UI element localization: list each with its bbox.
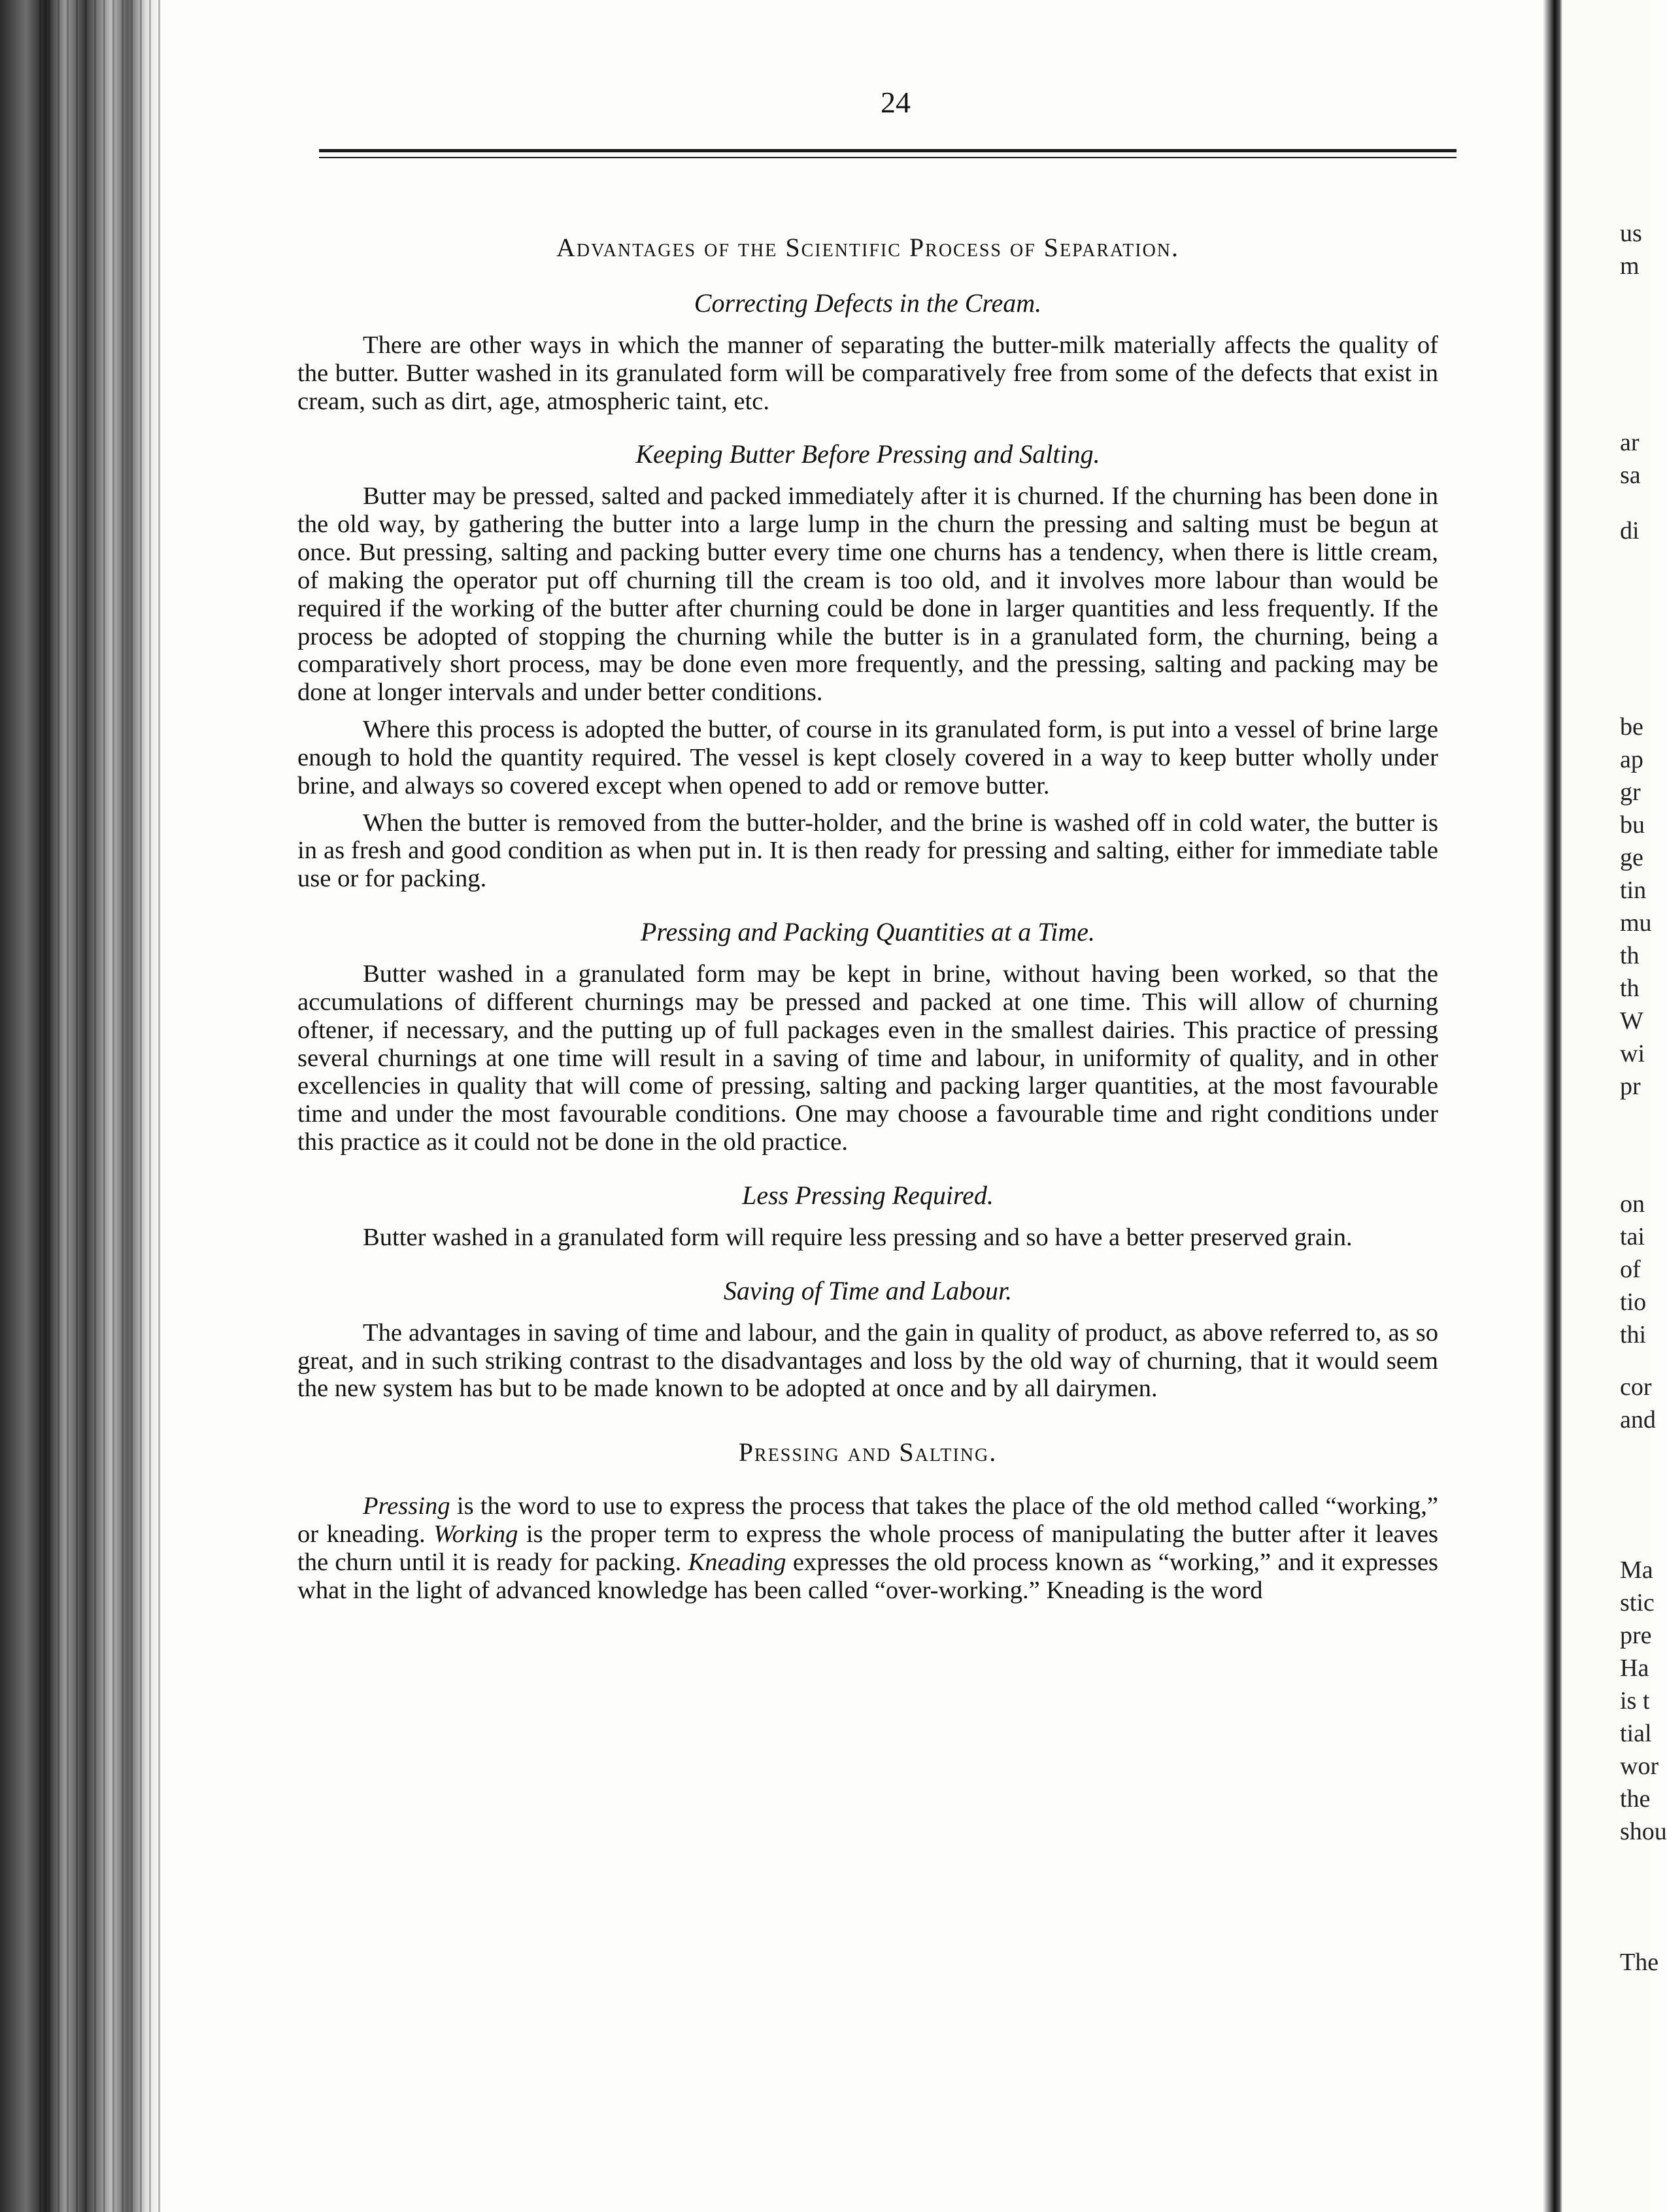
facing-page [1562,0,1650,2212]
facing-page-fragment: be [1620,713,1643,741]
facing-page-fragment: tio [1620,1288,1647,1316]
facing-page-fragment: shou [1620,1818,1667,1845]
paragraph-pressing-packing: Butter washed in a granulated form may be kept in brine, without having been worked, so that the accumulations of different churnings may be pressed and packed at one time. This will allow of churning oftener, if necessary, and the putting up of full packages even in the smallest dairies. This practice of pressing several churnings at one time will result in a saving of time and labour, in uniformity of quality, and in other excellencies in quality that will come of pressing, salting and packing larger quantities, at the most favourable time and under the most favourable conditions. One may choose a favourable time and right conditions under this practice as it could not be done in the old practice. [297,960,1438,1156]
facing-page-fragment: tai [1620,1223,1645,1250]
page-number: 24 [881,86,911,119]
facing-page-fragment: W [1620,1007,1643,1035]
subhead-keeping-butter: Keeping Butter Before Pressing and Salting. [635,439,1100,469]
facing-page-fragment: the [1620,1785,1651,1813]
facing-page-fragment: The [1620,1949,1659,1976]
facing-page-fragment: pre [1620,1622,1652,1649]
term-kneading: Kneading [688,1548,786,1576]
facing-page-fragment: sa [1620,461,1641,489]
facing-page-fragment: mu [1620,909,1652,937]
facing-page-fragment: ap [1620,746,1643,773]
paragraph-pressing-salting [297,1492,1438,1604]
facing-page-fragment: thi [1620,1321,1647,1349]
section-title: Advantages of the Scientific Process of Separation. [556,233,1180,262]
facing-page-fragment: is t [1620,1687,1650,1715]
header-rule-thick [319,149,1457,152]
facing-page-fragment: m [1620,252,1640,280]
facing-page-fragment: ge [1620,844,1643,871]
paragraph-correcting: There are other ways in which the manner of separating the butter-milk materially affects the quality of the butter. Butter washed in its granulated form will be comparatively free from some of the defects that exist in cream, such as dirt, age, atmospheric taint, etc. [297,331,1438,415]
facing-page-fragment: di [1620,517,1640,545]
facing-page-fragment: tin [1620,877,1647,904]
paragraph-keeping-2: Where this process is adopted the butter, of course in its granulated form, is put into a vessel of brine large enough to hold the quantity required. The vessel is kept closely covered in a way to keep butter wholly under brine, and always so covered except when opened to add or remove butter. [297,716,1438,799]
subhead-less-pressing: Less Pressing Required. [742,1180,994,1210]
book-gutter-right [1543,0,1562,2212]
facing-page-fragment: ar [1620,429,1640,456]
facing-page-fragment: bu [1620,811,1645,839]
text-segment: is the word to use to express the process that takes the place of the old method called “working,” or kneading. [297,1492,1438,1549]
subhead-saving-time: Saving of Time and Labour. [723,1275,1013,1305]
facing-page-fragment: and [1620,1406,1656,1433]
subhead-correcting-defects: Correcting Defects in the Cream. [694,288,1042,318]
facing-page-fragment: of [1620,1256,1641,1283]
page-body [297,232,1438,1628]
facing-page-fragment: Ma [1620,1556,1653,1584]
facing-page-fragment: wi [1620,1040,1645,1067]
facing-page-fragment: cor [1620,1373,1652,1401]
facing-page-fragment: pr [1620,1073,1641,1100]
text-segment: is the proper term to express the whole process of manipulating the butter after it leaves the churn until it is ready for packing. [297,1520,1438,1576]
facing-page-fragment: Ha [1620,1654,1649,1682]
text-segment: expresses the old process known as “working,” and it expresses what in the light of advanced knowledge has been called “over-working.” Kneading is the word [297,1548,1438,1604]
term-pressing: Pressing [363,1492,450,1520]
paragraph-keeping-3: When the butter is removed from the butter-holder, and the brine is washed off in cold water, the butter is in as fresh and good condition as when put in. It is then ready for pressing and salting, either for immediate table use or for packing. [297,809,1438,893]
subhead-pressing-packing: Pressing and Packing Quantities at a Time. [640,917,1096,947]
page-edges [39,0,163,2212]
facing-page-fragment: tial [1620,1720,1652,1747]
facing-page-fragment: on [1620,1190,1645,1218]
facing-page-fragment: th [1620,942,1640,969]
header-rule-thin [319,157,1457,158]
term-working: Working [433,1520,518,1549]
facing-page-fragment: wor [1620,1752,1659,1780]
facing-page-fragment: stic [1620,1589,1655,1617]
section-title-pressing-salting: Pressing and Salting. [738,1437,998,1467]
paragraph-saving-time: The advantages in saving of time and labour, and the gain in quality of product, as above referred to, as so great, and in such striking contrast to the disadvantages and loss by the old way of churning, that it would seem the new system has but to be made known to be adopted at once and by all dairymen. [297,1318,1438,1403]
paragraph-keeping-1: Butter may be pressed, salted and packed immediately after it is churned. If the churning has been done in the old way, by gathering the butter into a large lump in the churn the pressing and salting must be begun at once. But pressing, salting and packing butter every time one churns has a tendency, when there is little cream, of making the operator put off churning till the cream is too old, and it involves more labour than would be required if the working of the butter after churning could be done in larger quantities and less frequently. If the process be adopted of stopping the churning while the butter is in a granulated form, the churning, being a comparatively short process, may be done even more frequently, and the pressing, salting and packing may be done at longer intervals and under better conditions. [297,482,1438,707]
paragraph-less-pressing: Butter washed in a granulated form will require less pressing and so have a better preserved grain. [363,1223,1353,1251]
facing-page-fragment: th [1620,975,1640,1002]
facing-page-fragment: us [1620,220,1642,247]
facing-page-fragment: gr [1620,779,1641,806]
